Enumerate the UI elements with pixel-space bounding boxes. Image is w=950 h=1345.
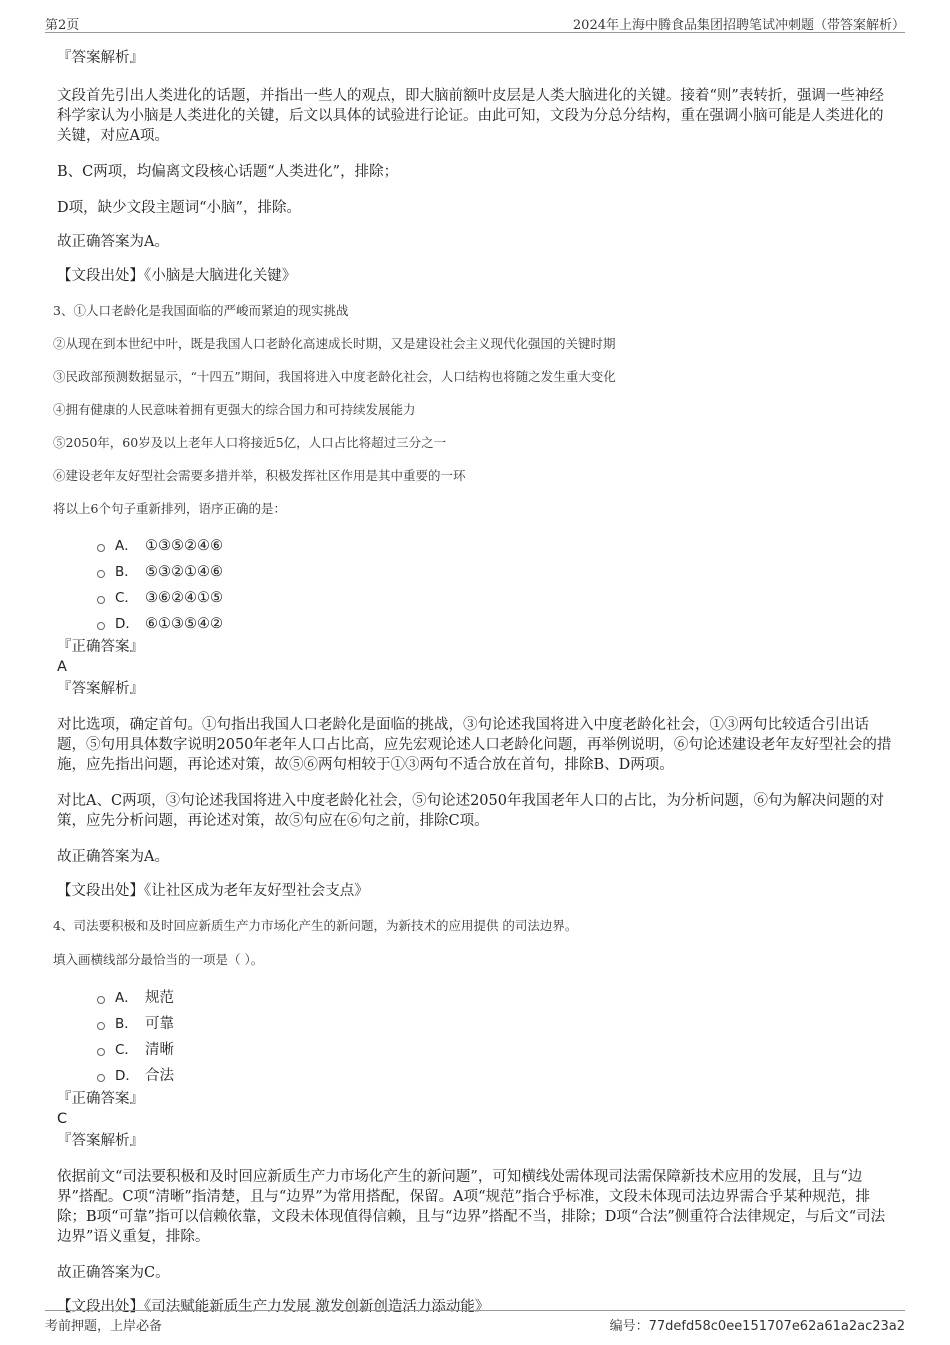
- question-4-stem: 4、司法要积极和及时回应新质生产力市场化产生的新问题，为新技术的应用提供 的司法边界。: [53, 918, 578, 933]
- radio-icon[interactable]: [97, 1048, 105, 1056]
- option-d[interactable]: D． 合法: [97, 1063, 895, 1089]
- source-citation: 【文段出处】《小脑是大脑进化关键》: [57, 268, 297, 284]
- final-answer-text: 故正确答案为A。: [57, 849, 169, 865]
- option-b[interactable]: B． ⑤③②①④⑥: [97, 559, 895, 585]
- question-3-prompt: 将以上6个句子重新排列，语序正确的是：: [53, 501, 286, 516]
- question-4-prompt: 填入画横线部分最恰当的一项是（ ）。: [53, 952, 264, 967]
- source-citation: 【文段出处】《司法赋能新质生产力发展 激发创新创造活力添动能》: [57, 1299, 490, 1315]
- question-3-sentence: ②从现在到本世纪中叶，既是我国人口老龄化高速成长时期，又是建设社会主义现代化强国的关键时期: [53, 336, 616, 351]
- question-4-options: [97, 985, 895, 1089]
- explain-label: 『答案解析』: [57, 50, 144, 66]
- page-content: [53, 42, 895, 1317]
- document-code: 编号：77defd58c0ee151707e62a61a2ac23a2: [609, 1319, 905, 1334]
- option-a[interactable]: A． 规范: [97, 985, 895, 1011]
- option-b[interactable]: B． 可靠: [97, 1011, 895, 1037]
- document-title: 2024年上海中腾食品集团招聘笔试冲刺题（带答案解析）: [572, 18, 905, 33]
- explain-label: 『答案解析』: [57, 1133, 144, 1149]
- final-answer-text: 故正确答案为C。: [57, 1265, 170, 1281]
- radio-icon[interactable]: [97, 1022, 105, 1030]
- correct-answer-label: 『正确答案』: [57, 639, 144, 655]
- radio-icon[interactable]: [97, 996, 105, 1004]
- radio-icon[interactable]: [97, 570, 105, 578]
- question-3-sentence: ④拥有健康的人民意味着拥有更强大的综合国力和可持续发展能力: [53, 402, 416, 417]
- explain-paragraph: 文段首先引出人类进化的话题，并指出一些人的观点，即大脑前额叶皮层是人类大脑进化的关键。接着“则”表转折，强调一些神经科学家认为小脑是人类进化的关键，后文以具体的试验进行论证。由此可知，文段为分总分结构，重在强调小脑可能是人类进化的关键，对应A项。: [57, 88, 884, 144]
- option-a[interactable]: A． ①③⑤②④⑥: [97, 533, 895, 559]
- radio-icon[interactable]: [97, 596, 105, 604]
- explain-paragraph: 对比A、C两项，③句论述我国将进入中度老龄化社会，⑤句论述2050年我国老年人口的占比，为分析问题，⑥句为解决问题的对策，应先分析问题，再论述对策，故⑤句应在⑥句之前，排除C项。: [57, 793, 884, 829]
- option-c[interactable]: C． 清晰: [97, 1037, 895, 1063]
- question-3-stem: 3、①人口老龄化是我国面临的严峻而紧迫的现实挑战: [53, 303, 349, 318]
- question-3-options: [97, 533, 895, 637]
- explain-paragraph: 对比选项，确定首句。①句指出我国人口老龄化是面临的挑战，③句论述我国将进入中度老龄化社会，①③两句比较适合引出话题，⑤句用具体数字说明2050年老年人口占比高，应先宏观论述人口老龄化问题，再举例说明，⑥句论述建设老年友好型社会的措施，应先指出问题，再论述对策，故⑤⑥两句相较于①③两句不适合放在首句，排除B、D两项。: [57, 717, 892, 773]
- radio-icon[interactable]: [97, 544, 105, 552]
- footer-slogan: 考前押题，上岸必备: [45, 1319, 163, 1334]
- question-3-sentence: ⑥建设老年友好型社会需要多措并举，积极发挥社区作用是其中重要的一环: [53, 468, 466, 483]
- correct-answer-label: 『正确答案』: [57, 1091, 144, 1107]
- question-3-sentence: ⑤2050年，60岁及以上老年人口将接近5亿，人口占比将超过三分之一: [53, 435, 447, 450]
- page-footer: [45, 1310, 905, 1333]
- page-number: 第2页: [45, 18, 80, 33]
- option-d[interactable]: D． ⑥①③⑤④②: [97, 611, 895, 637]
- explain-paragraph: B、C两项，均偏离文段核心话题“人类进化”，排除；: [57, 164, 399, 180]
- correct-answer: A: [57, 659, 67, 675]
- correct-answer: C: [57, 1111, 68, 1127]
- source-citation: 【文段出处】《让社区成为老年友好型社会支点》: [57, 883, 369, 899]
- option-c[interactable]: C． ③⑥②④①⑤: [97, 585, 895, 611]
- radio-icon[interactable]: [97, 1074, 105, 1082]
- page-header: [45, 12, 905, 33]
- explain-label: 『答案解析』: [57, 681, 144, 697]
- radio-icon[interactable]: [97, 622, 105, 630]
- final-answer-text: 故正确答案为A。: [57, 234, 169, 250]
- question-3-sentence: ③民政部预测数据显示，“十四五”期间，我国将进入中度老龄化社会，人口结构也将随之发生重大变化: [53, 369, 616, 384]
- explain-paragraph: D项，缺少文段主题词“小脑”，排除。: [57, 200, 301, 216]
- explain-paragraph: 依据前文“司法要积极和及时回应新质生产力市场化产生的新问题”，可知横线处需体现司法需保障新技术应用的发展，且与“边界”搭配。C项“清晰”指清楚，且与“边界”为常用搭配，保留。A项“规范”指合乎标准，文段未体现司法边界需合乎某种规范，排除；B项“可靠”指可以信赖依靠，文段未体现值得信赖，且与“边界”搭配不当，排除；D项“合法”侧重符合法律规定，与后文“司法边界”语义重复，排除。: [57, 1169, 886, 1245]
